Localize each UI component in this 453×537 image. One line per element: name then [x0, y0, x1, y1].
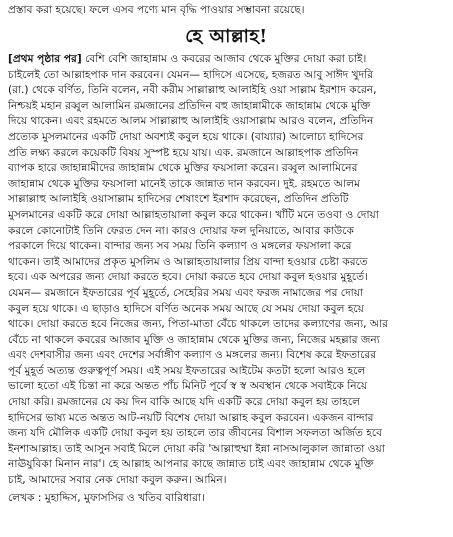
body-line: জন্য যদি মৌলিক একটি দোয়া কবুল হয় তাহলে তার জীবনের বিশাল সফলতা অর্জিত হবে	[8, 427, 382, 440]
body-line: চাই, আমাদের সবার নেক দোয়া কবুল করুন। আমিন।	[8, 474, 227, 487]
body-line: পরকালে দিয়ে থাকেন। বান্দার জন্য সব সময় তিনি কল্যাণ ও মঙ্গলের ফয়সালা করে	[8, 240, 352, 253]
body-line: নাঊযুবিকা মিনান নার'। হে আল্লাহ আপনার কাছে জান্নাত চাই এবং জাহান্নাম থেকে মুক্তি	[8, 458, 374, 471]
body-line: দোয়া করি। রমজানের যে কয় দিন বাকি আছে যদি একটি করে দোয়া কবুল হয় তাহলে	[8, 396, 360, 409]
body-line: ভালো হতো এই চিন্তা না করে অন্তত পাঁচ মিনিট পূর্বে স্ব স্ব অবস্থান থেকে সবাইকে নিয়ে	[8, 380, 368, 393]
body-line: যেমন— রমজানে ইফতারের পূর্ব মুহূর্তে, সেহেরির সময় এবং ফরজ নামাজের পর দোয়া	[8, 286, 364, 299]
body-line: চাইলেই তো আল্লাহপাক দান করবেন। যেমন— হাদিসে এসেছে, হজরত আবু সাঈদ খুদরি	[8, 68, 374, 81]
body-line: ব্যাপক হারে জাহান্নামীদের জাহান্নাম থেকে মুক্তির ফয়সালা করেন। রব্বুল আলামিনের	[8, 162, 358, 175]
body-line: কবুল হয়ে থাকে। এ ছাড়াও হাদিসে বর্ণিত অনেক সময় আছে যে সময় দোয়া কবুল হয়ে	[8, 302, 364, 315]
body-line: নিশ্চয়ই মহান রব্বুল আলামিন রমজানের প্রতিদিন বহু জাহান্নামীকে জাহান্নাম থেকে মুক্তি	[8, 99, 371, 112]
article-body	[8, 52, 445, 489]
body-line: করলে কোনোটাই তিনি ফেরত দেন না। কারও দোয়ার ফল দুনিয়াতে, আবার কাউকে	[8, 224, 354, 237]
body-line: থাকেন। তাই আমাদের প্রকৃত মুসলিম ও আল্লাহতায়ালার প্রিয় বান্দা হওয়ার চেষ্টা করতে	[8, 255, 368, 268]
body-line: এবং দেশবাসীর জন্য এবং দেশের সর্বাঙ্গীণ কল্যাণ ও মঙ্গলের জন্য। বিশেষ করে ইফতারের	[8, 349, 377, 362]
body-line: [প্রথম পৃষ্ঠার পর] বেশি বেশি জাহান্নাম ও কবরের আজাব থেকে মুক্তির দোয়া করা চাই।	[8, 53, 367, 65]
body-line: প্রত্যেক মুসলমানের একটি দোয়া অবশ্যই কবুল হয়ে থাকে। (বায্যার) আলোচ্য হাদিসের	[8, 130, 364, 143]
article-title: হে আল্লাহ!	[185, 26, 268, 47]
body-line: দিয়ে থাকেন। এবং রহমতে আলম সাল্লাল্লাহু আলাইহি ওয়াসাল্লাম আরও বলেন, প্রতিদিন	[8, 115, 374, 128]
carryover-line: প্রস্তাব করা হয়েছে। ফলে এসব পণ্যে মান বৃদ্ধি পাওয়ার সম্ভাবনা রয়েছে।	[8, 4, 305, 16]
body-line: প্রতি লক্ষ্য করলে কয়েকটি বিষয় সুস্পষ্ট হয়ে যায়। এক. রমজানে আল্লাহপাক প্রতিদিন	[8, 146, 359, 159]
body-line: জাহান্নাম থেকে মুক্তির ফয়সালা মানেই তাকে জান্নাত দান করবেন। দুই. রহমতে আলম	[8, 177, 360, 190]
body-line: মুসলমানের একটি করে দোয়া আল্লাহতায়ালা কবুল করে থাকেন। খাঁটি মনে তওবা ও দোয়া	[8, 208, 379, 221]
author-line: লেখক : মুহাদ্দিস, মুফাসসির ও খতিব বারিধারা।	[8, 491, 205, 504]
body-line: পূর্ব মুহূর্ত অত্যন্ত গুরুত্বপূর্ণ সময়। এই সময় ইফতারের আইটেম কতটা হলো আরও হলে	[8, 364, 366, 377]
body-line: থাকে। দোয়া করতে হবে নিজের জন্য, পিতা-মাতা বেঁচে থাকলে তাদের কল্যাণের জন্য, আর	[8, 318, 389, 331]
continuation-label: [প্রথম পৃষ্ঠার পর]	[8, 53, 82, 65]
body-line: বেঁচে না থাকলে কবরের আজাব মুক্তি ও জাহান্নাম থেকে মুক্তির জন্য, নিজের মহল্লার জন্য	[8, 333, 380, 346]
body-line: হবে। এক অপরের জন্য দোয়া করতে হবে। দোয়া করতে হবে দোয়া কবুল হওয়ার মুহূর্তে।	[8, 271, 368, 284]
body-line: সাল্লাল্লাহু আলাইহি ওয়াসাল্লাম হাদিসের শেষাংশে ইরশাদ করেছেন, প্রতিদিন প্রতিটি	[8, 193, 349, 206]
body-line: ইনশাআল্লাহ। তাই আসুন সবাই মিলে দোয়া করি 'আল্লাহুম্মা ইন্না নাসআলুকাল জান্নাতা ওয়া	[8, 442, 385, 455]
body-line: হাদিসের ভাষ্য মতে অন্তত আট-নয়টি বিশেষ দোয়া আল্লাহ কবুল করবেন। একজন বান্দার	[8, 411, 374, 424]
body-line: (রা.) থেকে বর্ণিত, তিনি বলেন, নবী করীম সাল্লাল্লাহু আলাইহি ওয়া সাল্লাম ইরশাদ করেন,	[8, 84, 377, 97]
